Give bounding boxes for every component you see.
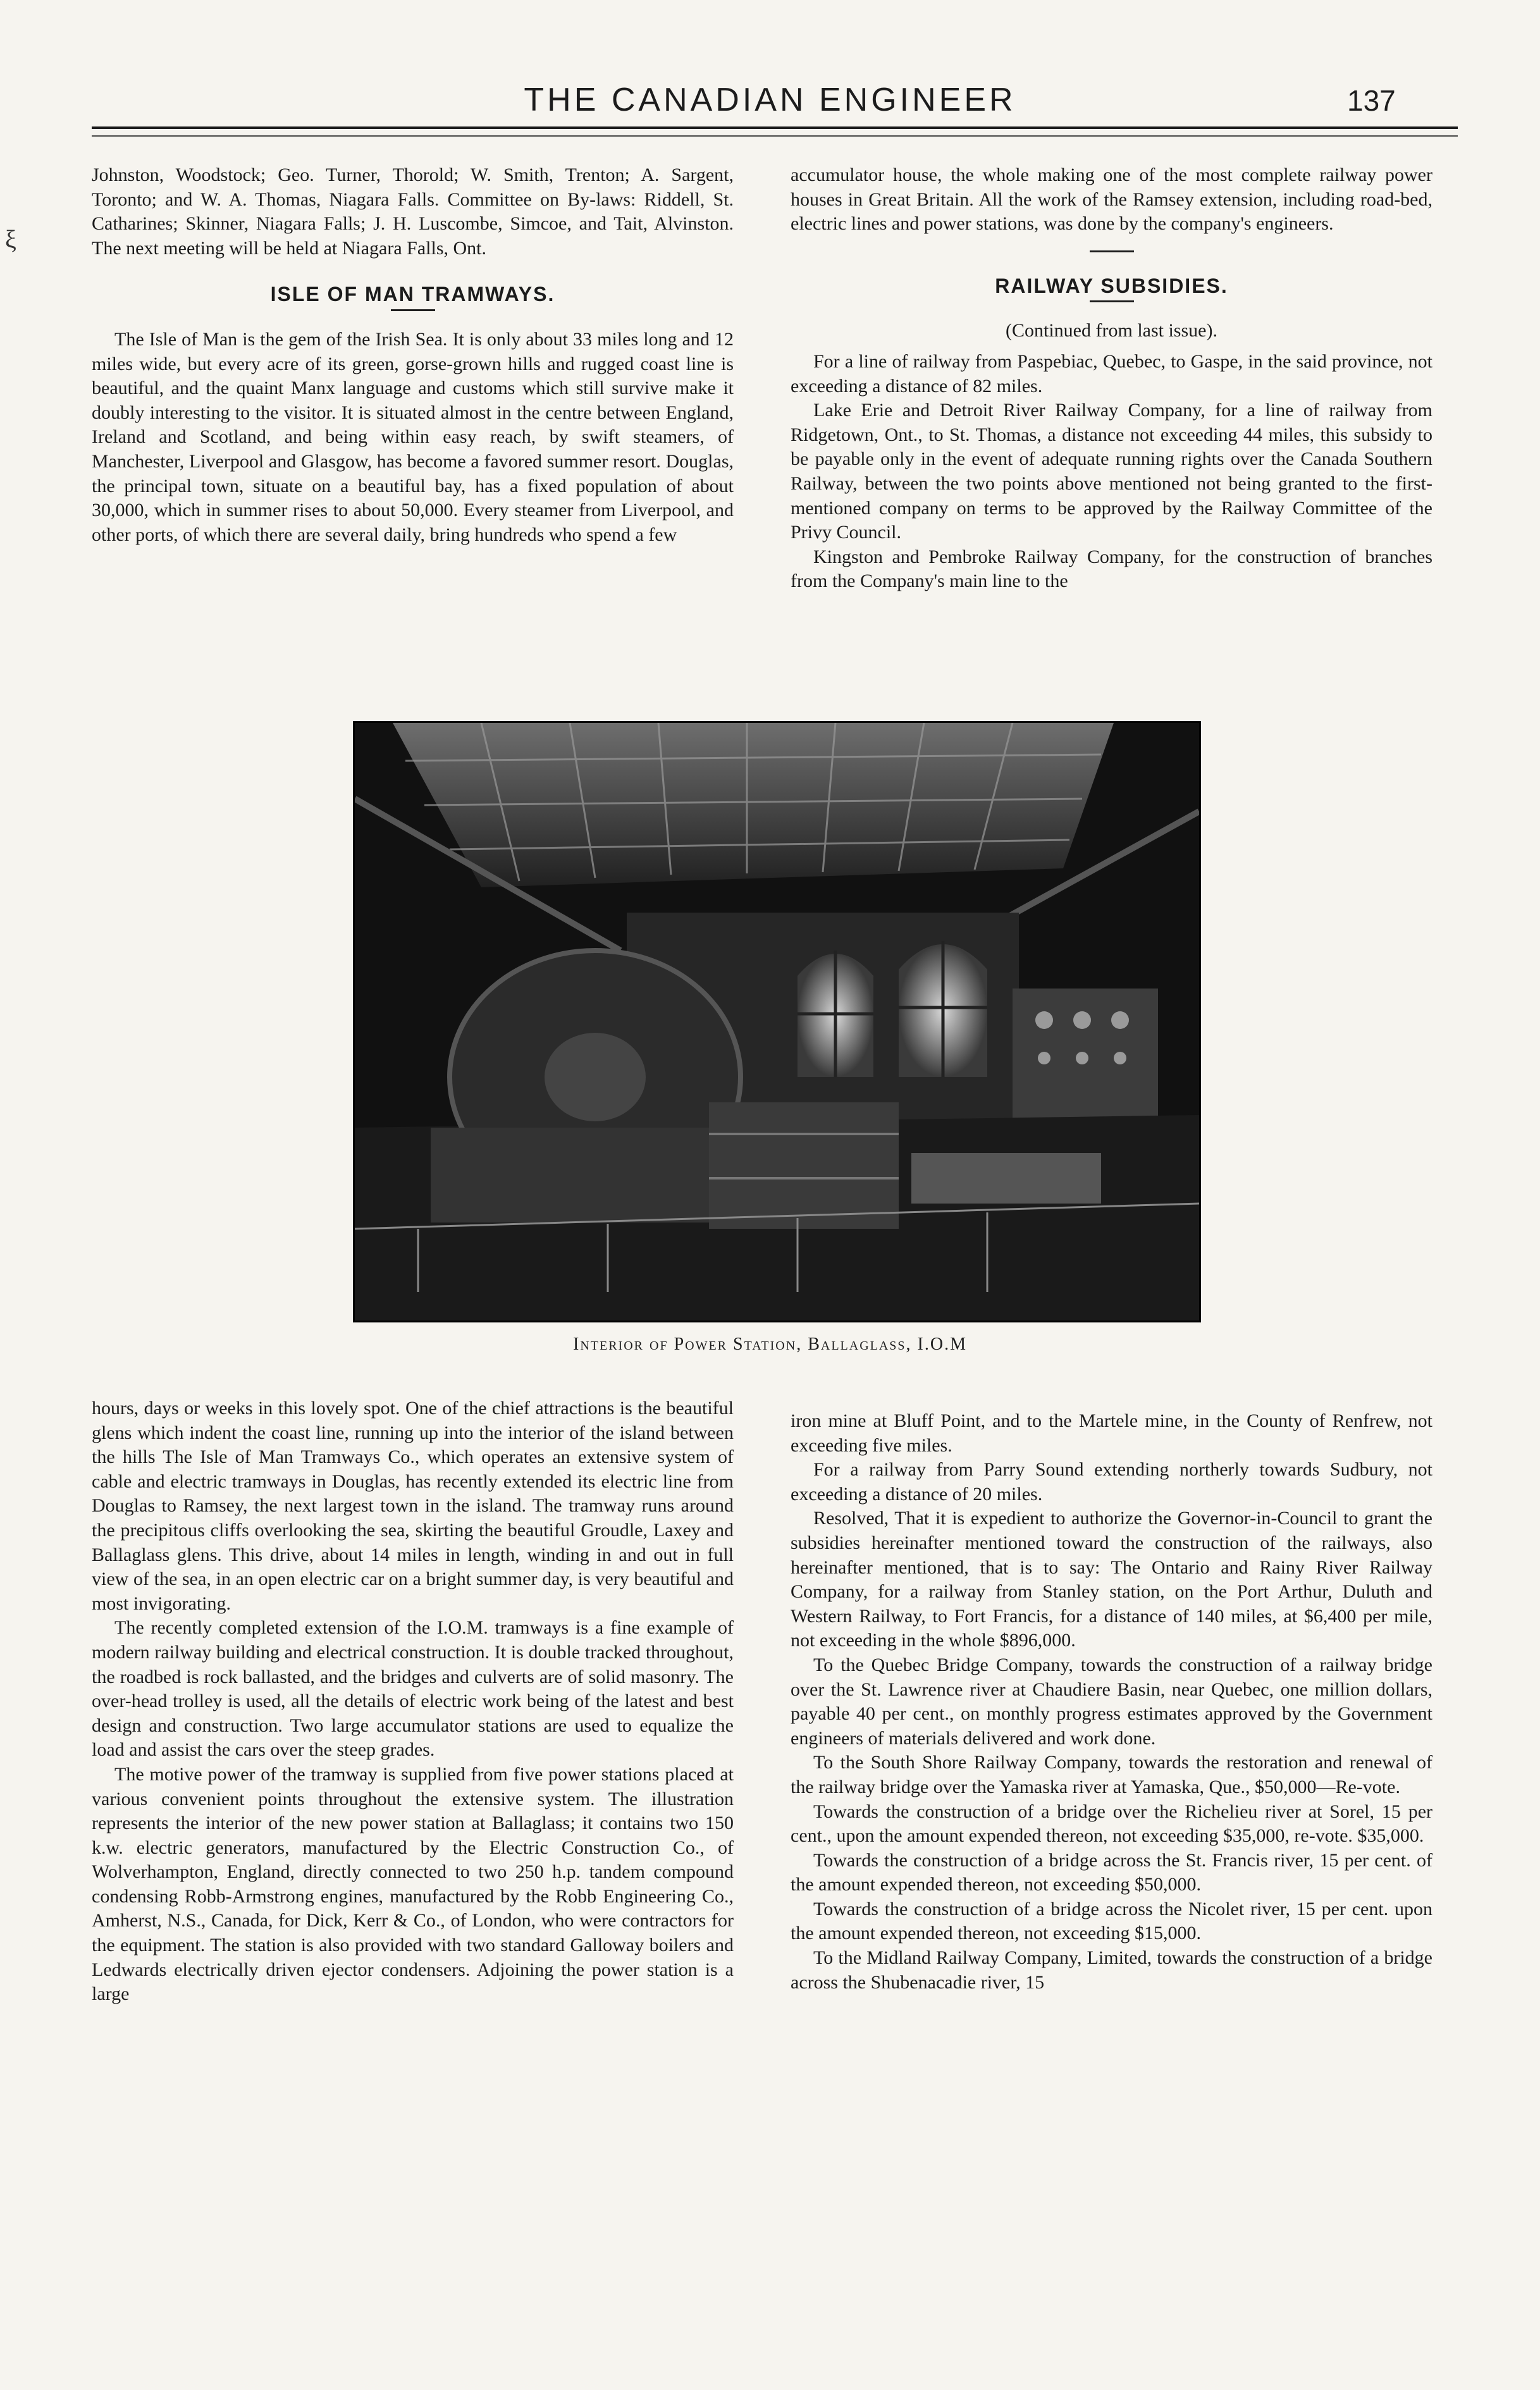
article-paragraph: Towards the construction of a bridge over the Richelieu river at Sorel, 15 per cent., upon the amount expended thereon, not exceeding $35,000, re-vote. $35,000. [791,1801,1432,1847]
article-paragraph: Towards the construction of a bridge across the Nicolet river, 15 per cent. upon the amount expended thereon, not exceeding $15,000. [791,1898,1432,1944]
committee-paragraph: Johnston, Woodstock; Geo. Turner, Thorold; W. Smith, Trenton; A. Sargent, Toronto; and W. A. Thomas, Niagara Falls. Committee on By-laws: Riddell, St. Catharines; Skinner, Niagara Falls; J. H. Luscombe, Simcoe, and Tait, Alvinston. The next meeting will be held at Niagara Falls, Ont. [92,164,734,259]
article-heading-isle-of-man: ISLE OF MAN TRAMWAYS. [270,283,555,306]
heading-rule [391,309,435,311]
article-paragraph: The Isle of Man is the gem of the Irish Sea. It is only about 33 miles long and 12 miles wide, but every acre of its green, gorse-grown hills and rugged coast line is beautiful, and the quaint Manx language and customs which still survive make it doubly interesting to the visitor. It is situated almost in the centre between England, Ireland and Scotland, and being within easy reach, by swift steamers, of Manchester, Liverpool and Glasgow, has become a favored summer resort. Douglas, the principal town, situate on a beautiful bay, has a fixed population of about 30,000, which in summer rises to about 50,000. Every steamer from Liverpool, and other ports, of which there are several daily, bring hundreds who spend a few [92,328,734,545]
article-paragraph: iron mine at Bluff Point, and to the Martele mine, in the County of Renfrew, not exceeding five miles. [791,1410,1432,1456]
article-paragraph: The motive power of the tramway is supplied from five power stations placed at various convenient points throughout the extensive system. The illustration represents the interior of the new power station at Ballaglass; it contains two 150 k.w. electric generators, manufactured by the Electric Construction Co., of Wolverhampton, England, directly connected to two 250 h.p. tandem compound condensing Robb-Armstrong engines, manufactured by the Robb Engineering Co., Amherst, N.S., Canada, for Dick, Kerr & Co., of London, who were contractors for the equipment. The station is also provided with two standard Galloway boilers and Ledwards electrically driven ejector condensers. Adjoining the power station is a large [92,1763,734,2005]
article-paragraph: For a line of railway from Paspebiac, Quebec, to Gaspe, in the said province, not exceeding a distance of 82 miles. [791,350,1432,397]
article-paragraph: hours, days or weeks in this lovely spot. One of the chief attractions is the beautiful glens which indent the coast line, running up into the interior of the island between the hills The Isle of Man Tramways Co., which operates an extensive system of cable and electric tramways in Douglas, has recently extended its electric line from Douglas to Ramsey, the next largest town in the island. The tramway runs around the precipitous cliffs overlooking the sea, skirting the beautiful Groudle, Laxey and Ballaglass glens. This drive, about 14 miles in length, winding in and out in full view of the sea, in an open electric car on a bright summer day, is very beautiful and most invigorating. [92,1398,734,1614]
continuation-paragraph: accumulator house, the whole making one of the most complete railway power houses in Great Britain. All the work of the Ramsey extension, including road-bed, electric lines and power stations, was done by the company's engineers. [791,164,1432,235]
right-column-bottom [791,1409,1432,1995]
figure-caption: Interior of Power Station, Ballaglass, I.O.M [573,1334,967,1354]
journal-title: THE CANADIAN ENGINEER [524,82,1016,118]
article-paragraph: To the Quebec Bridge Company, towards the construction of a railway bridge over the St. Lawrence river at Chaudiere Basin, near Quebec, one million dollars, payable 40 per cent., on monthly progress estimates approved by the Government engineers of materials delivered and work done. [791,1654,1432,1749]
page-number: 137 [1347,84,1396,117]
article-paragraph: Kingston and Pembroke Railway Company, for the construction of branches from the Company's main line to the [791,546,1432,592]
continued-note: (Continued from last issue). [1006,320,1217,342]
margin-mark: ξ [5,225,16,254]
power-station-photo [353,721,1201,1322]
article-paragraph: Towards the construction of a bridge across the St. Francis river, 15 per cent. of the amount expended thereon, not exceeding $50,000. [791,1849,1432,1895]
header-rule-thin [92,135,1458,137]
heading-rule [1090,300,1134,302]
article-paragraph: To the Midland Railway Company, Limited, towards the construction of a bridge across the Shubenacadie river, 15 [791,1947,1432,1993]
article-paragraph: To the South Shore Railway Company, towards the restoration and renewal of the railway bridge over the Yamaska river at Yamaska, Que., $50,000—Re-vote. [791,1752,1432,1797]
left-column-bottom [92,1396,734,2007]
left-column-top [92,163,734,547]
article-paragraph: The recently completed extension of the I.O.M. tramways is a fine example of modern railway building and electrical construction. It is double tracked throughout, the roadbed is rock ballasted, and the bridges and culverts are of solid masonry. The over-head trolley is used, all the details of electric work being of the latest and best design and construction. Two large accumulator stations are used to equalize the load and assist the cars over the steep grades. [92,1617,734,1761]
header-rule [92,126,1458,129]
article-paragraph: For a railway from Parry Sound extending northerly towards Sudbury, not exceeding a distance of 20 miles. [791,1459,1432,1505]
article-paragraph: Resolved, That it is expedient to authorize the Governor-in-Council to grant the subsidies hereinafter mentioned toward the construction of the railways, also hereinafter mentioned, that is to say: The Ontario and Rainy River Railway Company, for a railway from Stanley station, on the Port Arthur, Duluth and Western Railway, to Fort Francis, for a distance of 140 miles, at $6,400 per mile, not exceeding in the whole $896,000. [791,1508,1432,1651]
article-heading-railway-subsidies: RAILWAY SUBSIDIES. [995,274,1228,297]
separator-rule [1090,250,1134,252]
article-paragraph: Lake Erie and Detroit River Railway Company, for a line of railway from Ridgetown, Ont., to St. Thomas, a distance not exceeding 44 miles, this subsidy to be payable only in the event of adequate running rights over the Canada Southern Railway, between the two points above mentioned not being granted to the first-mentioned company on terms to be approved by the Railway Committee of the Privy Council. [791,400,1432,543]
right-column-top [791,163,1432,594]
